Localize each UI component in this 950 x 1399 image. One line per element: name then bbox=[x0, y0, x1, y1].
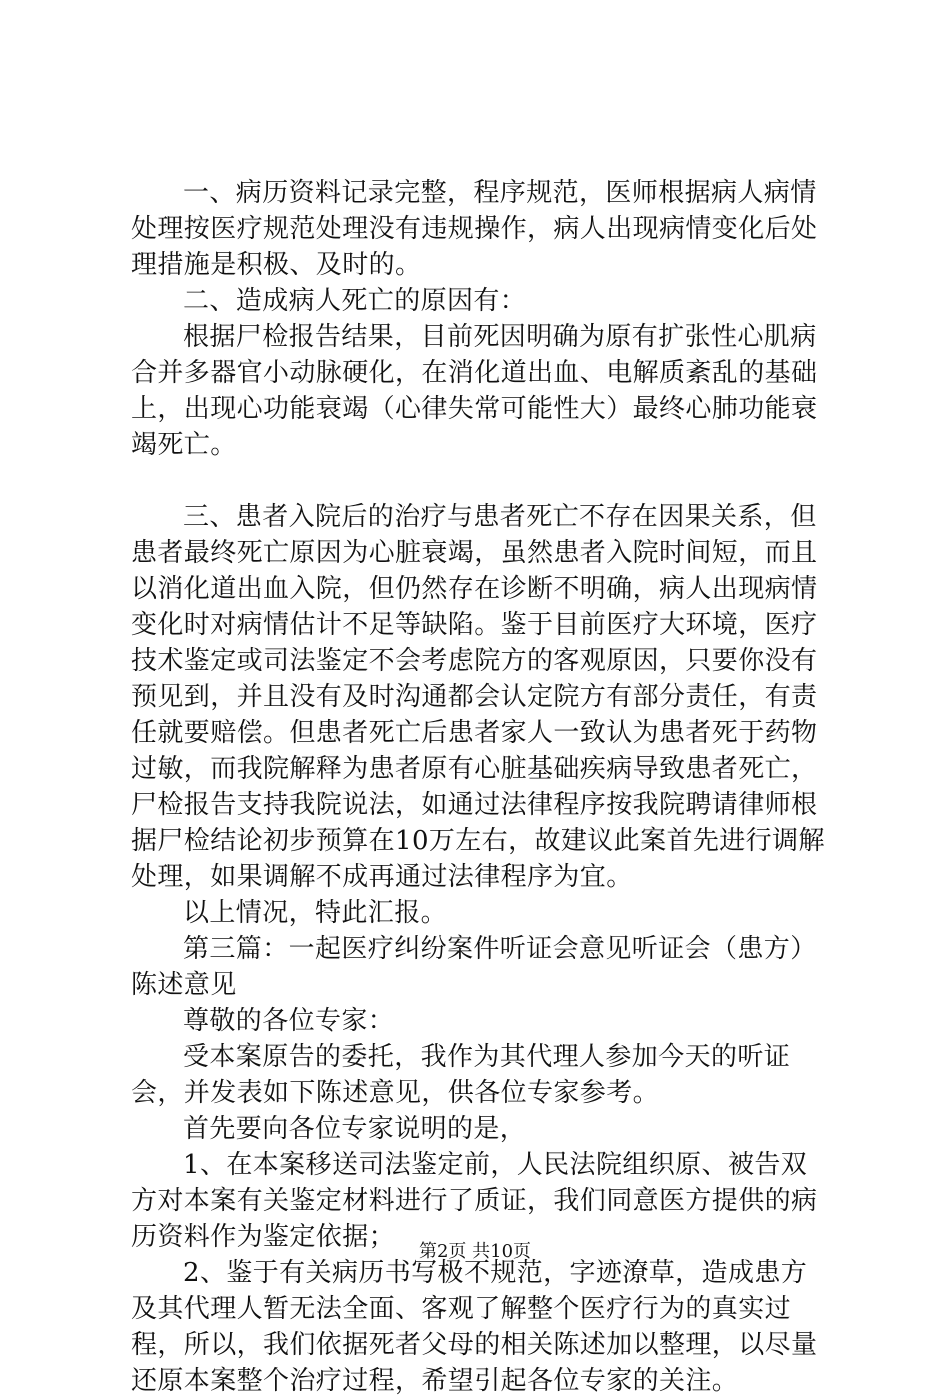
paragraph-3: 根据尸检报告结果，目前死因明确为原有扩张性心肌病合并多器官小动脉硬化，在消化道出血、电解质紊乱的基础上，出现心功能衰竭（心律失常可能性大）最终心肺功能衰竭死亡。 bbox=[131, 322, 818, 460]
page-number-footer: 第2页 共10页 bbox=[418, 1241, 532, 1262]
paragraph-6: 受本案原告的委托，我作为其代理人参加今天的听证会，并发表如下陈述意见，供各位专家参考。 bbox=[131, 1042, 791, 1108]
paragraph-gap bbox=[131, 463, 831, 499]
paragraph-7: 首先要向各位专家说明的是， bbox=[183, 1114, 527, 1144]
section-heading: 第三篇：一起医疗纠纷案件听证会意见听证会（患方）陈述意见 bbox=[131, 934, 817, 1000]
paragraph-4: 三、患者入院后的治疗与患者死亡不存在因果关系，但患者最终死亡原因为心脏衰竭，虽然患者入院时间短，而且以消化道出血入院，但仍然存在诊断不明确，病人出现病情变化时对病情估计不足等缺陷。鉴于目前医疗大环境，医疗技术鉴定或司法鉴定不会考虑院方的客观原因，只要你没有预见到，并且没有及时沟通都会认定院方有部分责任，有责任就要赔偿。但患者死亡后患者家人一致认为患者死于药物过敏，而我院解释为患者原有心脏基础疾病导致患者死亡，尸检报告支持我院说法，如通过法律程序按我院聘请律师根据尸检结论初步预算在10万左右，故建议此案首先进行调解处理，如果调解不成再通过法律程序为宜。 bbox=[131, 502, 825, 892]
numbered-item-2: 2、鉴于有关病历书写极不规范，字迹潦草，造成患方及其代理人暂无法全面、客观了解整个医疗行为的真实过程，所以，我们依据死者父母的相关陈述加以整理，以尽量还原本案整个治疗过程，希望引起各位专家的关注。 bbox=[131, 1258, 818, 1396]
numbered-item-1: 1、在本案移送司法鉴定前，人民法院组织原、被告双方对本案有关鉴定材料进行了质证，我们同意医方提供的病历资料作为鉴定依据； bbox=[131, 1150, 818, 1252]
paragraph-5: 以上情况，特此汇报。 bbox=[183, 898, 448, 928]
document-body bbox=[131, 175, 831, 1399]
paragraph-2: 二、造成病人死亡的原因有： bbox=[183, 286, 527, 316]
salutation: 尊敬的各位专家： bbox=[183, 1006, 395, 1036]
paragraph-1: 一、病历资料记录完整，程序规范，医师根据病人病情处理按医疗规范处理没有违规操作，病人出现病情变化后处理措施是积极、及时的。 bbox=[131, 178, 818, 280]
